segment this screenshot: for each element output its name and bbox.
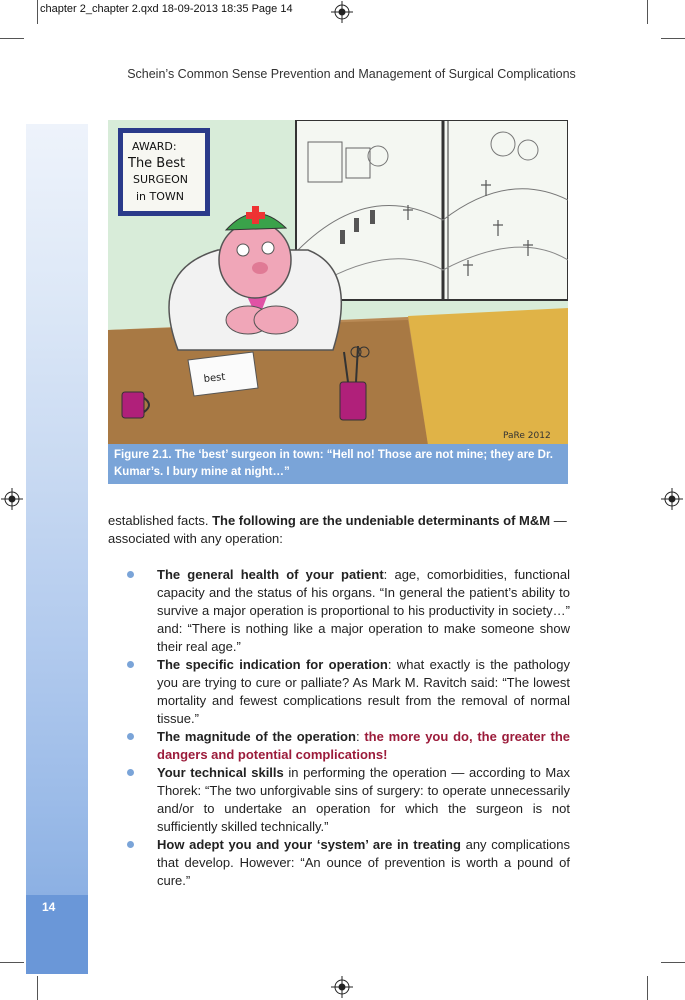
registration-mark-icon bbox=[331, 1, 353, 23]
crop-mark bbox=[0, 38, 24, 39]
page-number-tab bbox=[26, 895, 88, 974]
bullet-dot-icon bbox=[127, 769, 134, 776]
crop-mark bbox=[661, 962, 685, 963]
bullet-text: : age, comorbidities, functional capacity and the status of his organs. “In general the patient’s ability to survive a major operation is proportional to his productivity in society…” and: “There is nothing like a major operation to make someone show their real age.” bbox=[157, 567, 570, 654]
artist-signature: PaRe 2012 bbox=[503, 431, 551, 441]
bullet-text: : what exactly is the pathology you are trying to cure or palliate? As Mark M. Ravitch said: “The lowest mortality and fewest complications result from the removal of normal tissue.” bbox=[157, 657, 570, 726]
figure-caption: Figure 2.1. The ‘best’ surgeon in town: “Hell no! Those are not mine; they are Dr. Kumar’s. I bury mine at night…” bbox=[108, 444, 568, 484]
award-line: SURGEON bbox=[133, 173, 189, 186]
intro-rest: — associated with any operation: bbox=[108, 513, 567, 546]
page-number: 14 bbox=[42, 900, 56, 914]
award-line: The Best bbox=[128, 156, 186, 171]
bullet-heading: The general health of your patient bbox=[157, 567, 384, 582]
bullet-dot-icon bbox=[127, 841, 134, 848]
list-item bbox=[108, 728, 570, 764]
registration-mark-icon bbox=[331, 976, 353, 998]
bullet-text: : bbox=[355, 729, 365, 744]
bullet-emphasis: the more you do, the greater the dangers and potential complications! bbox=[157, 729, 570, 762]
surgeon-cartoon-illustration bbox=[108, 120, 568, 445]
crop-mark bbox=[661, 38, 685, 39]
crop-mark bbox=[37, 0, 38, 24]
registration-mark-icon bbox=[661, 488, 683, 510]
bullet-heading: The specific indication for operation bbox=[157, 657, 388, 672]
determinants-list bbox=[108, 566, 570, 890]
bullet-dot-icon bbox=[127, 571, 134, 578]
list-item bbox=[108, 836, 570, 890]
crop-mark bbox=[647, 0, 648, 24]
bullet-dot-icon bbox=[127, 733, 134, 740]
bullet-text: in performing the operation — according to Max Thorek: “The two unforgivable sins of surgery: to operate unnecessarily and/or to undertake an operation for which the surgeon is not sufficiently skilled technically.” bbox=[157, 765, 570, 834]
intro-plain: established facts. bbox=[108, 513, 213, 528]
bullet-heading: The magnitude of the operation bbox=[157, 729, 356, 744]
bullet-heading: Your technical skills bbox=[157, 765, 284, 780]
intro-paragraph bbox=[108, 512, 570, 548]
crop-mark bbox=[647, 976, 648, 1000]
crop-mark bbox=[0, 962, 24, 963]
list-item bbox=[108, 656, 570, 728]
intro-bold: The following are the undeniable determinants of M&M bbox=[212, 513, 551, 528]
bullet-heading: How adept you and your ‘system’ are in treating bbox=[157, 837, 461, 852]
running-head: Schein’s Common Sense Prevention and Management of Surgical Complications bbox=[127, 67, 576, 81]
cartoon-figure bbox=[108, 120, 568, 445]
registration-mark-icon bbox=[1, 488, 23, 510]
award-line: AWARD: bbox=[132, 140, 177, 153]
bullet-text: any complications that develop. However: “An ounce of prevention is worth a pound of cure.” bbox=[157, 837, 570, 888]
bullet-dot-icon bbox=[127, 661, 134, 668]
list-item bbox=[108, 566, 570, 656]
paper-note: best bbox=[203, 371, 226, 385]
printer-slug: chapter 2_chapter 2.qxd 18-09-2013 18:35 Page 14 bbox=[40, 3, 293, 15]
list-item bbox=[108, 764, 570, 836]
crop-mark bbox=[37, 976, 38, 1000]
side-color-bar bbox=[26, 124, 88, 974]
award-line: in TOWN bbox=[136, 190, 185, 203]
